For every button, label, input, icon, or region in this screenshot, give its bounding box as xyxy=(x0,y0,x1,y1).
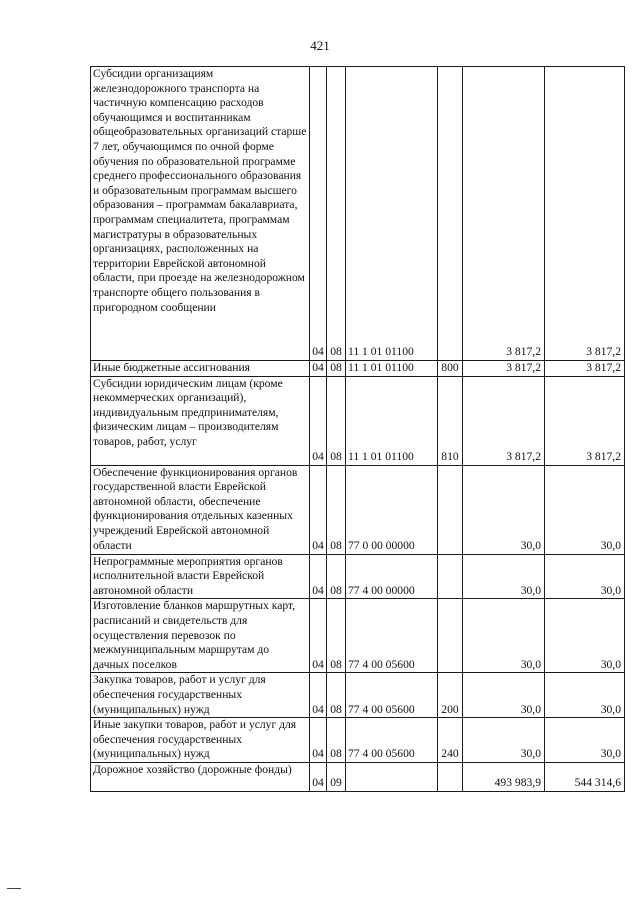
footer-mark xyxy=(7,888,21,889)
row-name-cell xyxy=(91,718,310,763)
row-name: Субсидии организациям железнодорожного транспорта на частичную компенсацию расходов обучающимся и воспитанникам общеобразовательных организаций старше 7 лет, обучающимся по очной форме обучения по образовательной программе среднего профессионального образования и образовательным программам высшего образования – программам бакалавриата, программам специалитета, программам магистратуры в образовательных организациях, расположенных на территории Еврейской автономной области, при проезде на железнодорожном транспорте общего пользования в пригородном сообщении xyxy=(93,67,307,314)
target-article-code: 11 1 01 01100 xyxy=(346,376,438,465)
target-article-code: 11 1 01 01100 xyxy=(346,361,438,377)
amount-year-1: 30,0 xyxy=(463,554,545,599)
amount-year-2: 30,0 xyxy=(545,554,625,599)
target-article-code xyxy=(346,762,438,791)
row-name-cell xyxy=(91,67,310,361)
table-row xyxy=(91,361,625,377)
table-row xyxy=(91,673,625,718)
subsection-code: 08 xyxy=(327,376,346,465)
target-article-code: 77 4 00 05600 xyxy=(346,599,438,673)
section-code: 04 xyxy=(310,554,327,599)
row-name: Иные закупки товаров, работ и услуг для обеспечения государственных (муниципальных) нужд xyxy=(93,718,297,761)
row-name-cell xyxy=(91,361,310,377)
row-name: Субсидии юридическим лицам (кроме некоммерческих организаций), индивидуальным предпринимателям, физическим лицам – производителям товаров, работ, услуг xyxy=(93,376,283,448)
section-code: 04 xyxy=(310,67,327,361)
amount-year-2: 30,0 xyxy=(545,718,625,763)
expense-type-code xyxy=(438,465,463,554)
row-name-cell xyxy=(91,554,310,599)
subsection-code: 08 xyxy=(327,673,346,718)
section-code: 04 xyxy=(310,361,327,377)
row-name-cell xyxy=(91,599,310,673)
row-name: Обеспечение функционирования органов государственной власти Еврейской автономной области, обеспечение функционирования отдельных казенных учреждений Еврейской автономной области xyxy=(93,465,298,552)
amount-year-2: 30,0 xyxy=(545,599,625,673)
section-code: 04 xyxy=(310,599,327,673)
target-article-code: 77 4 00 05600 xyxy=(346,718,438,763)
expense-type-code: 810 xyxy=(438,376,463,465)
amount-year-1: 30,0 xyxy=(463,718,545,763)
target-article-code: 11 1 01 01100 xyxy=(346,67,438,361)
amount-year-1: 30,0 xyxy=(463,673,545,718)
target-article-code: 77 0 00 00000 xyxy=(346,465,438,554)
section-code: 04 xyxy=(310,718,327,763)
amount-year-1: 3 817,2 xyxy=(463,67,545,361)
amount-year-2: 544 314,6 xyxy=(545,762,625,791)
amount-year-1: 30,0 xyxy=(463,465,545,554)
amount-year-2: 3 817,2 xyxy=(545,67,625,361)
subsection-code: 08 xyxy=(327,718,346,763)
subsection-code: 08 xyxy=(327,67,346,361)
section-code: 04 xyxy=(310,465,327,554)
table-row xyxy=(91,554,625,599)
row-name: Непрограммные мероприятия органов исполнительной власти Еврейской автономной области xyxy=(93,554,283,597)
expense-type-code xyxy=(438,67,463,361)
row-name-cell xyxy=(91,673,310,718)
table-row xyxy=(91,599,625,673)
expense-type-code: 200 xyxy=(438,673,463,718)
row-name-cell xyxy=(91,376,310,465)
table-row xyxy=(91,465,625,554)
table-row xyxy=(91,67,625,361)
table-row xyxy=(91,376,625,465)
amount-year-1: 493 983,9 xyxy=(463,762,545,791)
row-name-cell xyxy=(91,762,310,791)
row-name: Закупка товаров, работ и услуг для обеспечения государственных (муниципальных) нужд xyxy=(93,673,266,716)
amount-year-2: 30,0 xyxy=(545,673,625,718)
expense-type-code xyxy=(438,599,463,673)
subsection-code: 08 xyxy=(327,554,346,599)
table-row xyxy=(91,718,625,763)
amount-year-2: 3 817,2 xyxy=(545,361,625,377)
amount-year-1: 3 817,2 xyxy=(463,361,545,377)
section-code: 04 xyxy=(310,762,327,791)
section-code: 04 xyxy=(310,673,327,718)
amount-year-2: 3 817,2 xyxy=(545,376,625,465)
target-article-code: 77 4 00 05600 xyxy=(346,673,438,718)
amount-year-1: 3 817,2 xyxy=(463,376,545,465)
row-name-cell xyxy=(91,465,310,554)
expense-type-code: 800 xyxy=(438,361,463,377)
subsection-code: 08 xyxy=(327,599,346,673)
amount-year-1: 30,0 xyxy=(463,599,545,673)
amount-year-2: 30,0 xyxy=(545,465,625,554)
row-name: Иные бюджетные ассигнования xyxy=(93,361,250,374)
subsection-code: 08 xyxy=(327,465,346,554)
expense-type-code: 240 xyxy=(438,718,463,763)
budget-table xyxy=(90,66,625,792)
subsection-code: 08 xyxy=(327,361,346,377)
page-number: 421 xyxy=(310,38,330,53)
row-name: Дорожное хозяйство (дорожные фонды) xyxy=(93,762,292,776)
subsection-code: 09 xyxy=(327,762,346,791)
expense-type-code xyxy=(438,762,463,791)
table-row xyxy=(91,762,625,791)
target-article-code: 77 4 00 00000 xyxy=(346,554,438,599)
row-name: Изготовление бланков маршрутных карт, расписаний и свидетельств для осуществления перевозок по межмуниципальным маршрутам до дачных поселков xyxy=(93,599,296,671)
section-code: 04 xyxy=(310,376,327,465)
expense-type-code xyxy=(438,554,463,599)
